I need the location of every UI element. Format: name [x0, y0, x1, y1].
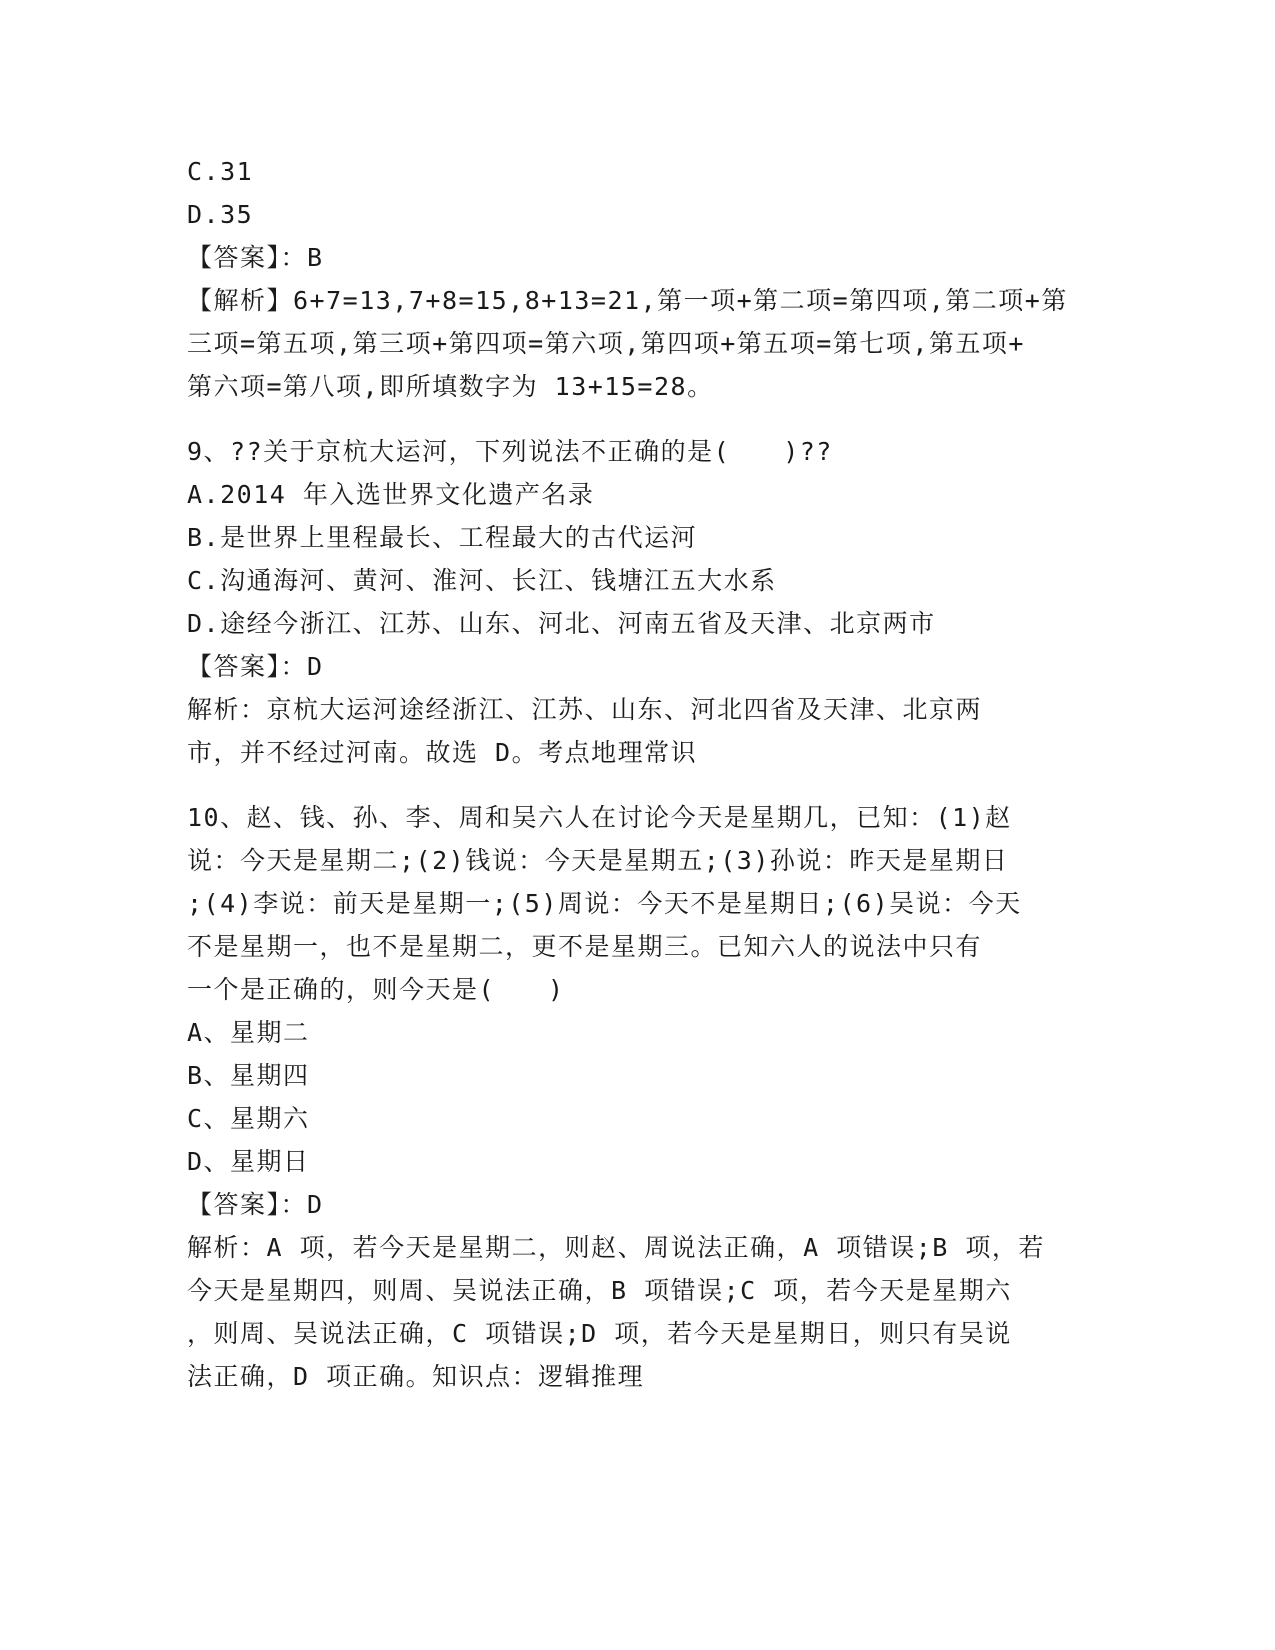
q10-analysis-line: 今天是星期四，则周、吴说法正确，B 项错误;C 项，若今天是星期六: [187, 1276, 1012, 1305]
q10-analysis-line: 解析：A 项，若今天是星期二，则赵、周说法正确，A 项错误;B 项，若: [187, 1233, 1045, 1262]
q8-option-c: C.31: [187, 157, 254, 186]
document-page: [187, 150, 1077, 1398]
q9-option-d: D.途经今浙江、江苏、山东、河北、河南五省及天津、北京两市: [187, 609, 936, 638]
q10-question-line: 说：今天是星期二;(2)钱说：今天是星期五;(3)孙说：昨天是星期日: [187, 846, 1009, 875]
q10-answer: 【答案】：D: [187, 1190, 324, 1219]
q10-option-b: B、星期四: [187, 1061, 310, 1090]
q10-option-d: D、星期日: [187, 1147, 310, 1176]
q10-analysis-line: 法正确，D 项正确。知识点：逻辑推理: [187, 1362, 645, 1391]
q9-option-c: C.沟通海河、黄河、淮河、长江、钱塘江五大水系: [187, 566, 777, 595]
q8-option-d: D.35: [187, 200, 254, 229]
q10-question-line: ;(4)李说：前天是星期一;(5)周说：今天不是星期日;(6)吴说：今天: [187, 889, 1022, 918]
q10-question-line: 不是星期一，也不是星期二，更不是星期三。已知六人的说法中只有: [187, 932, 983, 961]
q8-analysis-line: 三项=第五项,第三项+第四项=第六项,第四项+第五项=第七项,第五项+: [187, 329, 1025, 358]
q8-analysis-line: 第六项=第八项,即所填数字为 13+15=28。: [187, 372, 714, 401]
q9-option-b: B.是世界上里程最长、工程最大的古代运河: [187, 523, 698, 552]
q9-question: 9、??关于京杭大运河，下列说法不正确的是( )??: [187, 437, 833, 466]
q10-option-c: C、星期六: [187, 1104, 310, 1133]
q9-option-a: A.2014 年入选世界文化遗产名录: [187, 480, 595, 509]
q10-analysis-line: ，则周、吴说法正确，C 项错误;D 项，若今天是星期日，则只有吴说: [187, 1319, 1012, 1348]
q9-analysis-line: 市，并不经过河南。故选 D。考点地理常识: [187, 738, 698, 767]
q8-analysis-line: 【解析】6+7=13,7+8=15,8+13=21,第一项+第二项=第四项,第二项+第: [187, 286, 1068, 315]
q10-question-line: 10、赵、钱、孙、李、周和吴六人在讨论今天是星期几，已知：(1)赵: [187, 803, 1012, 832]
q9-analysis-line: 解析：京杭大运河途经浙江、江苏、山东、河北四省及天津、北京两: [187, 695, 983, 724]
q10-question-line: 一个是正确的，则今天是( ): [187, 975, 565, 1004]
q9-answer: 【答案】：D: [187, 652, 324, 681]
q8-answer: 【答案】：B: [187, 243, 324, 272]
q10-option-a: A、星期二: [187, 1018, 310, 1047]
